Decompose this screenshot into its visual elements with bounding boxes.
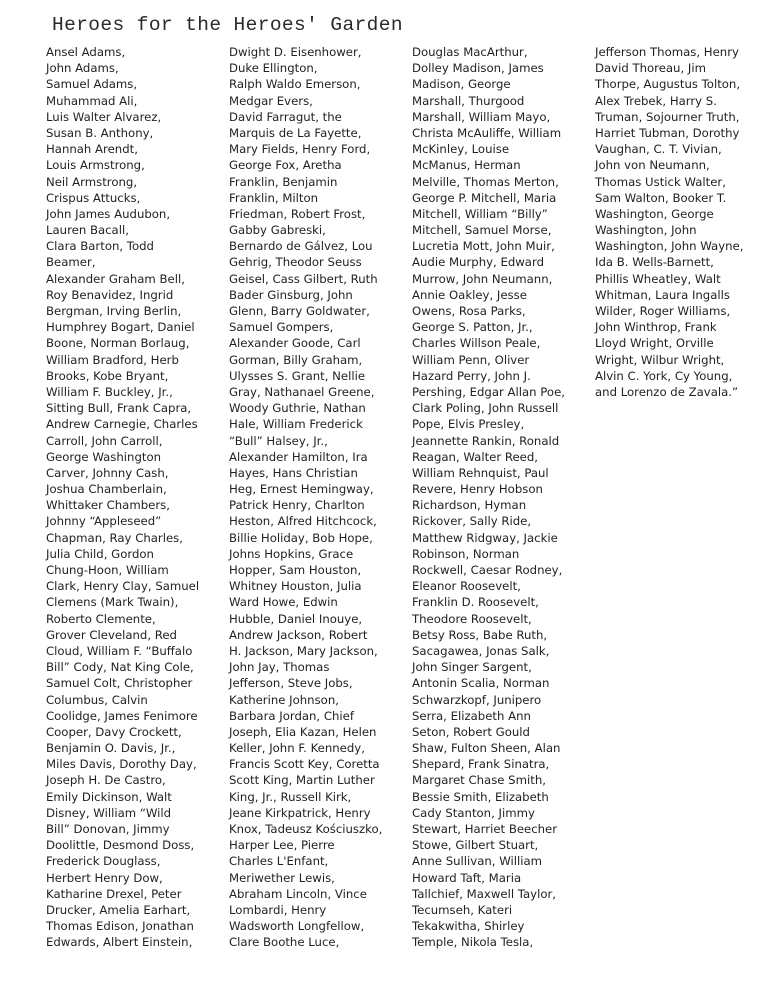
name-line: Lauren Bacall, [46,223,129,238]
name-line: Betsy Ross, Babe Ruth, [412,627,548,642]
name-line: Johnny “Appleseed” [46,514,162,529]
name-line: McManus, Herman [412,158,521,173]
name-line: Seton, Robert Gould [412,724,530,739]
name-line: Clark Poling, John Russell [412,401,559,416]
name-line: Audie Murphy, Edward [412,255,544,270]
name-line: McKinley, Louise [412,142,510,157]
name-line: Harper Lee, Pierre [229,838,335,853]
name-line: Franklin D. Roosevelt, [412,595,539,610]
name-line: and Lorenzo de Zavala.” [595,384,739,399]
name-line: Barbara Jordan, Chief [229,708,354,723]
name-line: John Adams, [46,61,119,76]
name-line: Emily Dickinson, Walt [46,789,172,804]
name-line: John von Neumann, [595,158,710,173]
name-line: Carroll, John Carroll, [46,433,163,448]
name-line: Pershing, Edgar Allan Poe, [412,384,565,399]
name-line: Gehrig, Theodor Seuss [229,255,362,270]
name-line: Chapman, Ray Charles, [46,530,183,545]
name-line: Friedman, Robert Frost, [229,206,366,221]
name-line: Sitting Bull, Frank Capra, [46,401,192,416]
name-line: Marshall, William Mayo, [412,109,551,124]
names-column-1 [46,44,224,951]
name-line: Whitney Houston, Julia [229,579,362,594]
name-line: Joshua Chamberlain, [46,482,167,497]
name-line: Serra, Elizabeth Ann [412,708,531,723]
name-line: George P. Mitchell, Maria [412,190,557,205]
name-line: Boone, Norman Borlaug, [46,336,190,351]
name-line: Wilder, Roger Williams, [595,304,731,318]
name-line: Cooper, Davy Crockett, [46,724,182,739]
name-line: Christa McAuliffe, William [412,125,562,140]
name-line: Stowe, Gilbert Stuart, [412,838,539,853]
names-column-4 [595,44,773,400]
name-line: Jeannette Rankin, Ronald [412,433,560,448]
name-line: Bergman, Irving Berlin, [46,304,182,318]
name-line: Muhammad Ali, [46,93,138,108]
name-line: Susan B. Anthony, [46,125,154,140]
name-line: Medgar Evers, [229,93,313,108]
name-line: Joseph H. De Castro, [46,773,166,788]
name-line: Billie Holiday, Bob Hope, [229,530,373,545]
name-line: Matthew Ridgway, Jackie [412,530,558,545]
name-line: Andrew Carnegie, Charles [46,417,198,432]
name-line: Clemens (Mark Twain), [46,595,179,610]
name-line: Beamer, [46,255,96,270]
name-line: Grover Cleveland, Red [46,627,177,642]
name-line: Woody Guthrie, Nathan [229,401,366,416]
name-line: Charles Willson Peale, [412,336,541,351]
name-line: Johns Hopkins, Grace [229,546,354,561]
name-line: Hayes, Hans Christian [229,465,358,480]
name-line: John Singer Sargent, [412,660,532,675]
name-line: Coolidge, James Fenimore [46,708,198,723]
name-line: Richardson, Hyman [412,498,527,513]
name-line: Tallchief, Maxwell Taylor, [412,886,556,901]
name-line: Patrick Henry, Charlton [229,498,365,513]
name-line: Clare Boothe Luce, [229,935,340,950]
name-line: Disney, William “Wild [46,805,172,820]
name-line: Wadsworth Longfellow, [229,919,365,934]
name-line: Washington, John Wayne, [595,239,744,254]
name-line: Duke Ellington, [229,61,318,76]
name-line: David Farragut, the [229,109,342,124]
name-line: Vaughan, C. T. Vivian, [595,142,722,157]
name-line: Tecumseh, Kateri [412,902,513,917]
name-line: Sacagawea, Jonas Salk, [412,643,550,658]
name-line: John Jay, Thomas [229,660,330,675]
name-line: Dolley Madison, James [412,61,544,76]
name-line: Franklin, Benjamin [229,174,338,189]
name-line: Heston, Alfred Hitchcock, [229,514,377,529]
name-line: Alexander Hamilton, Ira [229,449,368,464]
name-line: Margaret Chase Smith, [412,773,546,788]
name-line: Pope, Elvis Presley, [412,417,525,432]
name-line: Katharine Drexel, Peter [46,886,182,901]
name-line: William Penn, Oliver [412,352,530,367]
name-line: Miles Davis, Dorothy Day, [46,757,197,772]
name-line: Ward Howe, Edwin [229,595,338,610]
name-line: Chung-Hoon, William [46,563,169,577]
name-line: Shaw, Fulton Sheen, Alan [412,741,561,756]
name-line: William Bradford, Herb [46,352,179,367]
name-line: Crispus Attucks, [46,190,141,205]
name-line: Douglas MacArthur, [412,45,528,59]
name-line: Julia Child, Gordon [46,546,154,561]
name-line: Heg, Ernest Hemingway, [229,482,374,497]
name-line: Hubble, Daniel Inouye, [229,611,363,626]
name-line: Tekakwitha, Shirley [412,919,525,934]
name-line: Doolittle, Desmond Doss, [46,838,195,853]
name-line: William Rehnquist, Paul [412,465,549,480]
name-line: Luis Walter Alvarez, [46,109,162,124]
name-line: Katherine Johnson, [229,692,339,707]
name-line: George Washington [46,449,162,464]
name-line: Jeane Kirkpatrick, Henry [229,805,371,820]
name-line: Bessie Smith, Elizabeth [412,789,549,804]
name-line: Murrow, John Neumann, [412,271,553,286]
name-line: William F. Buckley, Jr., [46,384,173,399]
name-line: Benjamin O. Davis, Jr., [46,741,176,756]
name-line: Charles L'Enfant, [229,854,329,869]
name-line: Mitchell, Samuel Morse, [412,223,552,238]
name-line: Alex Trebek, Harry S. [595,93,717,108]
name-line: Edwards, Albert Einstein, [46,935,193,950]
name-line: Samuel Adams, [46,77,138,92]
name-line: Ansel Adams, [46,45,126,59]
name-line: Ulysses S. Grant, Nellie [229,368,366,383]
name-line: Robinson, Norman [412,546,520,561]
name-line: Whitman, Laura Ingalls [595,287,730,302]
name-line: Hazard Perry, John J. [412,368,531,383]
name-line: Thorpe, Augustus Tolton, [595,77,741,92]
name-line: Keller, John F. Kennedy, [229,741,365,756]
name-line: Bill” Donovan, Jimmy [46,822,170,836]
name-line: Roberto Clemente, [46,611,156,626]
name-line: Sam Walton, Booker T. [595,190,727,205]
name-line: Hannah Arendt, [46,142,138,157]
name-line: Washington, John [595,223,697,238]
name-line: Alvin C. York, Cy Young, [595,368,733,383]
name-line: Theodore Roosevelt, [412,611,532,626]
name-line: Glenn, Barry Goldwater, [229,304,370,318]
name-line: Cloud, William F. “Buffalo [46,643,193,658]
page-title: Heroes for the Heroes' Garden [52,14,403,36]
name-line: Carver, Johnny Cash, [46,465,169,480]
name-line: Revere, Henry Hobson [412,482,543,497]
name-line: George Fox, Aretha [229,158,342,173]
name-line: Marshall, Thurgood [412,93,525,108]
name-line: Franklin, Milton [229,190,319,205]
name-line: Samuel Colt, Christopher [46,676,193,691]
name-line: Owens, Rosa Parks, [412,304,526,318]
name-line: Knox, Tadeusz Kościuszko, [229,822,383,836]
name-line: Gorman, Billy Graham, [229,352,363,367]
name-line: Truman, Sojourner Truth, [595,109,740,124]
name-line: Francis Scott Key, Coretta [229,757,380,772]
name-line: John Winthrop, Frank [595,320,717,335]
name-line: Howard Taft, Maria [412,870,522,885]
name-line: Louis Armstrong, [46,158,145,173]
name-line: Lucretia Mott, John Muir, [412,239,555,254]
name-line: “Bull” Halsey, Jr., [229,433,328,448]
name-line: Thomas Edison, Jonathan [46,919,194,934]
name-line: Stewart, Harriet Beecher [412,822,558,836]
name-line: Bader Ginsburg, John [229,287,353,302]
name-line: Scott King, Martin Luther [229,773,375,788]
name-line: Alexander Goode, Carl [229,336,361,351]
name-line: Meriwether Lewis, [229,870,335,885]
name-line: Melville, Thomas Merton, [412,174,559,189]
name-line: Hopper, Sam Houston, [229,563,362,577]
name-line: John James Audubon, [46,206,171,221]
name-line: Rockwell, Caesar Rodney, [412,563,563,577]
name-line: Bill” Cody, Nat King Cole, [46,660,194,675]
name-line: Neil Armstrong, [46,174,138,189]
name-line: Gabby Gabreski, [229,223,326,238]
name-line: Harriet Tubman, Dorothy [595,125,740,140]
name-line: Rickover, Sally Ride, [412,514,532,529]
name-line: Wright, Wilbur Wright, [595,352,725,367]
name-line: Gray, Nathanael Greene, [229,384,375,399]
name-line: Joseph, Elia Kazan, Helen [229,724,377,739]
name-line: Eleanor Roosevelt, [412,579,521,594]
name-line: Geisel, Cass Gilbert, Ruth [229,271,378,286]
name-line: Lloyd Wright, Orville [595,336,714,351]
name-line: H. Jackson, Mary Jackson, [229,643,378,658]
name-line: Annie Oakley, Jesse [412,287,527,302]
name-line: Whittaker Chambers, [46,498,170,513]
name-line: Schwarzkopf, Junipero [412,692,542,707]
name-line: King, Jr., Russell Kirk, [229,789,352,804]
name-line: Ralph Waldo Emerson, [229,77,361,92]
names-column-2 [229,44,407,951]
name-line: David Thoreau, Jim [595,61,706,76]
name-line: Washington, George [595,206,714,221]
name-line: Andrew Jackson, Robert [229,627,368,642]
name-line: Phillis Wheatley, Walt [595,271,721,286]
name-line: Brooks, Kobe Bryant, [46,368,169,383]
name-line: George S. Patton, Jr., [412,320,533,335]
name-line: Shepard, Frank Sinatra, [412,757,550,772]
name-line: Jefferson, Steve Jobs, [229,676,353,691]
name-line: Madison, George [412,77,511,92]
name-line: Herbert Henry Dow, [46,870,163,885]
name-line: Abraham Lincoln, Vince [229,886,367,901]
name-line: Mitchell, William “Billy” [412,206,548,221]
name-line: Hale, William Frederick [229,417,363,432]
name-line: Samuel Gompers, [229,320,334,335]
name-line: Bernardo de Gálvez, Lou [229,239,373,254]
name-line: Mary Fields, Henry Ford, [229,142,371,157]
name-line: Reagan, Walter Reed, [412,449,538,464]
name-line: Humphrey Bogart, Daniel [46,320,195,335]
name-line: Cady Stanton, Jimmy [412,805,535,820]
name-line: Ida B. Wells-Barnett, [595,255,714,270]
names-column-3 [412,44,590,951]
name-line: Frederick Douglass, [46,854,161,869]
name-line: Drucker, Amelia Earhart, [46,902,191,917]
name-line: Jefferson Thomas, Henry [595,45,739,59]
name-line: Anne Sullivan, William [412,854,543,869]
name-line: Lombardi, Henry [229,902,327,917]
name-line: Roy Benavidez, Ingrid [46,287,174,302]
name-line: Thomas Ustick Walter, [595,174,726,189]
name-line: Alexander Graham Bell, [46,271,185,286]
name-line: Clark, Henry Clay, Samuel [46,579,200,594]
name-line: Marquis de La Fayette, [229,125,362,140]
name-line: Clara Barton, Todd [46,239,154,254]
name-line: Antonin Scalia, Norman [412,676,550,691]
name-line: Dwight D. Eisenhower, [229,45,362,59]
name-line: Temple, Nikola Tesla, [412,935,534,950]
name-line: Columbus, Calvin [46,692,148,707]
